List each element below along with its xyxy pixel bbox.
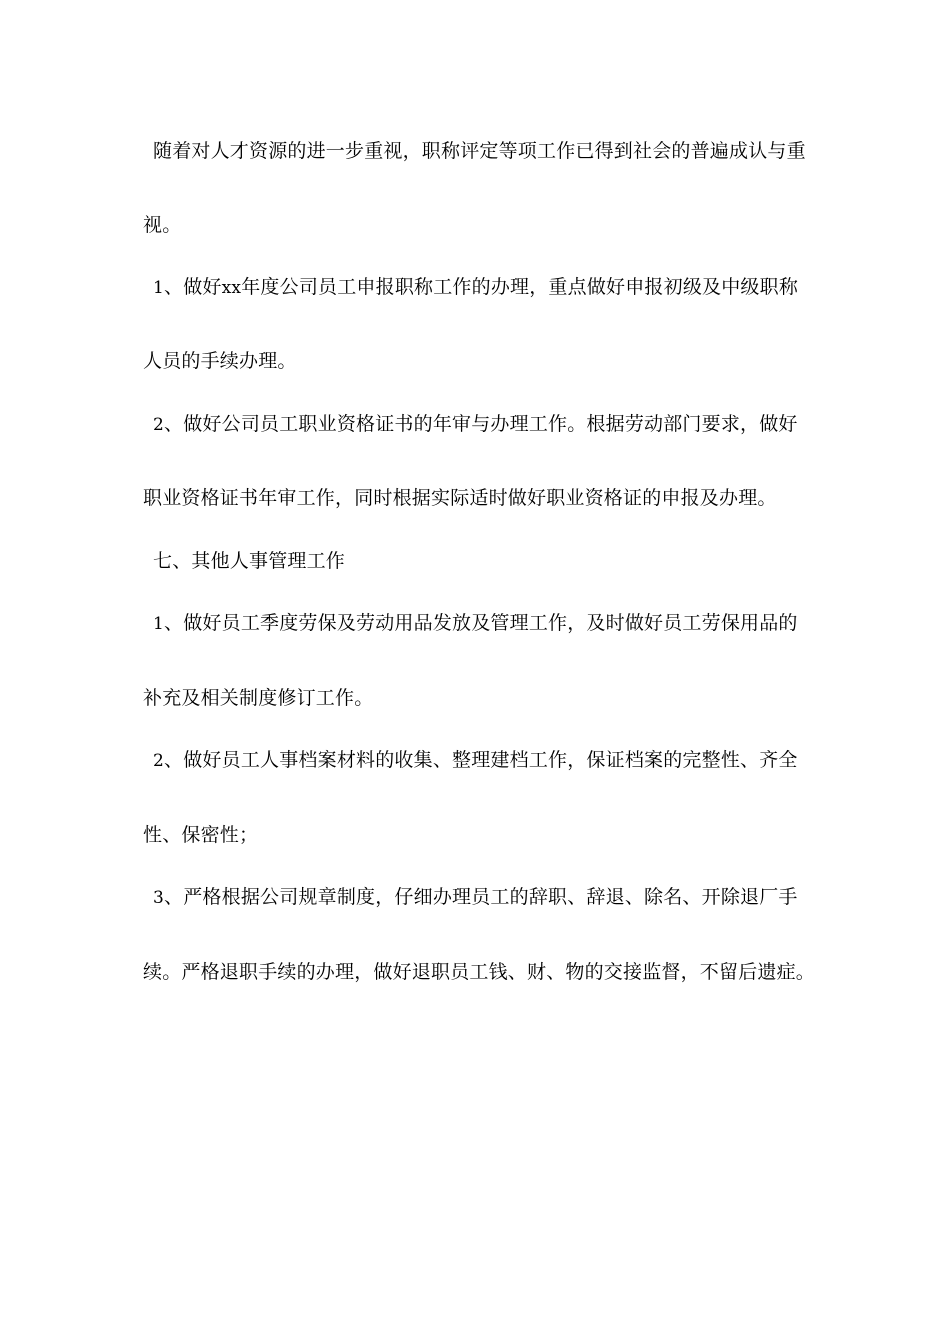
item-1-text-a: 、做好	[164, 276, 222, 298]
item-2-line-2	[0, 483, 950, 513]
item-2-text-2: 职业资格证书年审工作，同时根据实际适时做好职业资格证的申报及办理。	[143, 487, 777, 509]
item-1-text-2: 人员的手续办理。	[143, 350, 297, 372]
item-7-2-line-2	[0, 820, 950, 850]
intro-line-2	[0, 210, 950, 240]
item-7-2-text-1: 、做好员工人事档案材料的收集、整理建档工作，保证档案的完整性、齐全	[164, 749, 798, 771]
intro-line-1	[0, 136, 950, 166]
intro-text-1: 随着对人才资源的进一步重视，职称评定等项工作已得到社会的普遍成认与重	[153, 140, 806, 162]
item-7-3-line-1	[0, 882, 950, 912]
item-7-1-number: 1	[153, 614, 165, 634]
item-2-number: 2	[153, 415, 165, 435]
item-7-2-line-1	[0, 745, 950, 775]
item-2-text-1: 、做好公司员工职业资格证书的年审与办理工作。根据劳动部门要求，做好	[164, 413, 798, 435]
item-1-line-2	[0, 346, 950, 376]
item-7-1-line-2	[0, 683, 950, 713]
item-2-line-1	[0, 409, 950, 439]
intro-text-2: 视。	[143, 214, 182, 236]
section-7-heading	[0, 546, 950, 576]
item-7-2-number: 2	[153, 751, 165, 771]
item-7-2-text-2: 性、保密性；	[143, 824, 259, 846]
item-7-3-number: 3	[153, 888, 165, 908]
item-7-1-line-1	[0, 608, 950, 638]
item-1-xx: xx	[221, 278, 242, 298]
item-7-1-text-1: 、做好员工季度劳保及劳动用品发放及管理工作，及时做好员工劳保用品的	[164, 612, 798, 634]
item-1-line-1	[0, 272, 950, 302]
item-1-text-b: 年度公司员工申报职称工作的办理，重点做好申报初级及中级职称	[241, 276, 799, 298]
item-7-3-line-2	[0, 957, 950, 987]
item-1-number: 1	[153, 278, 165, 298]
section-7-heading-text: 七、其他人事管理工作	[153, 550, 346, 572]
item-7-3-text-1: 、严格根据公司规章制度，仔细办理员工的辞职、辞退、除名、开除退厂手	[164, 886, 798, 908]
item-7-1-text-2: 补充及相关制度修订工作。	[143, 687, 374, 709]
item-7-3-text-2: 续。严格退职手续的办理，做好退职员工钱、财、物的交接监督，不留后遗症。	[143, 961, 816, 983]
